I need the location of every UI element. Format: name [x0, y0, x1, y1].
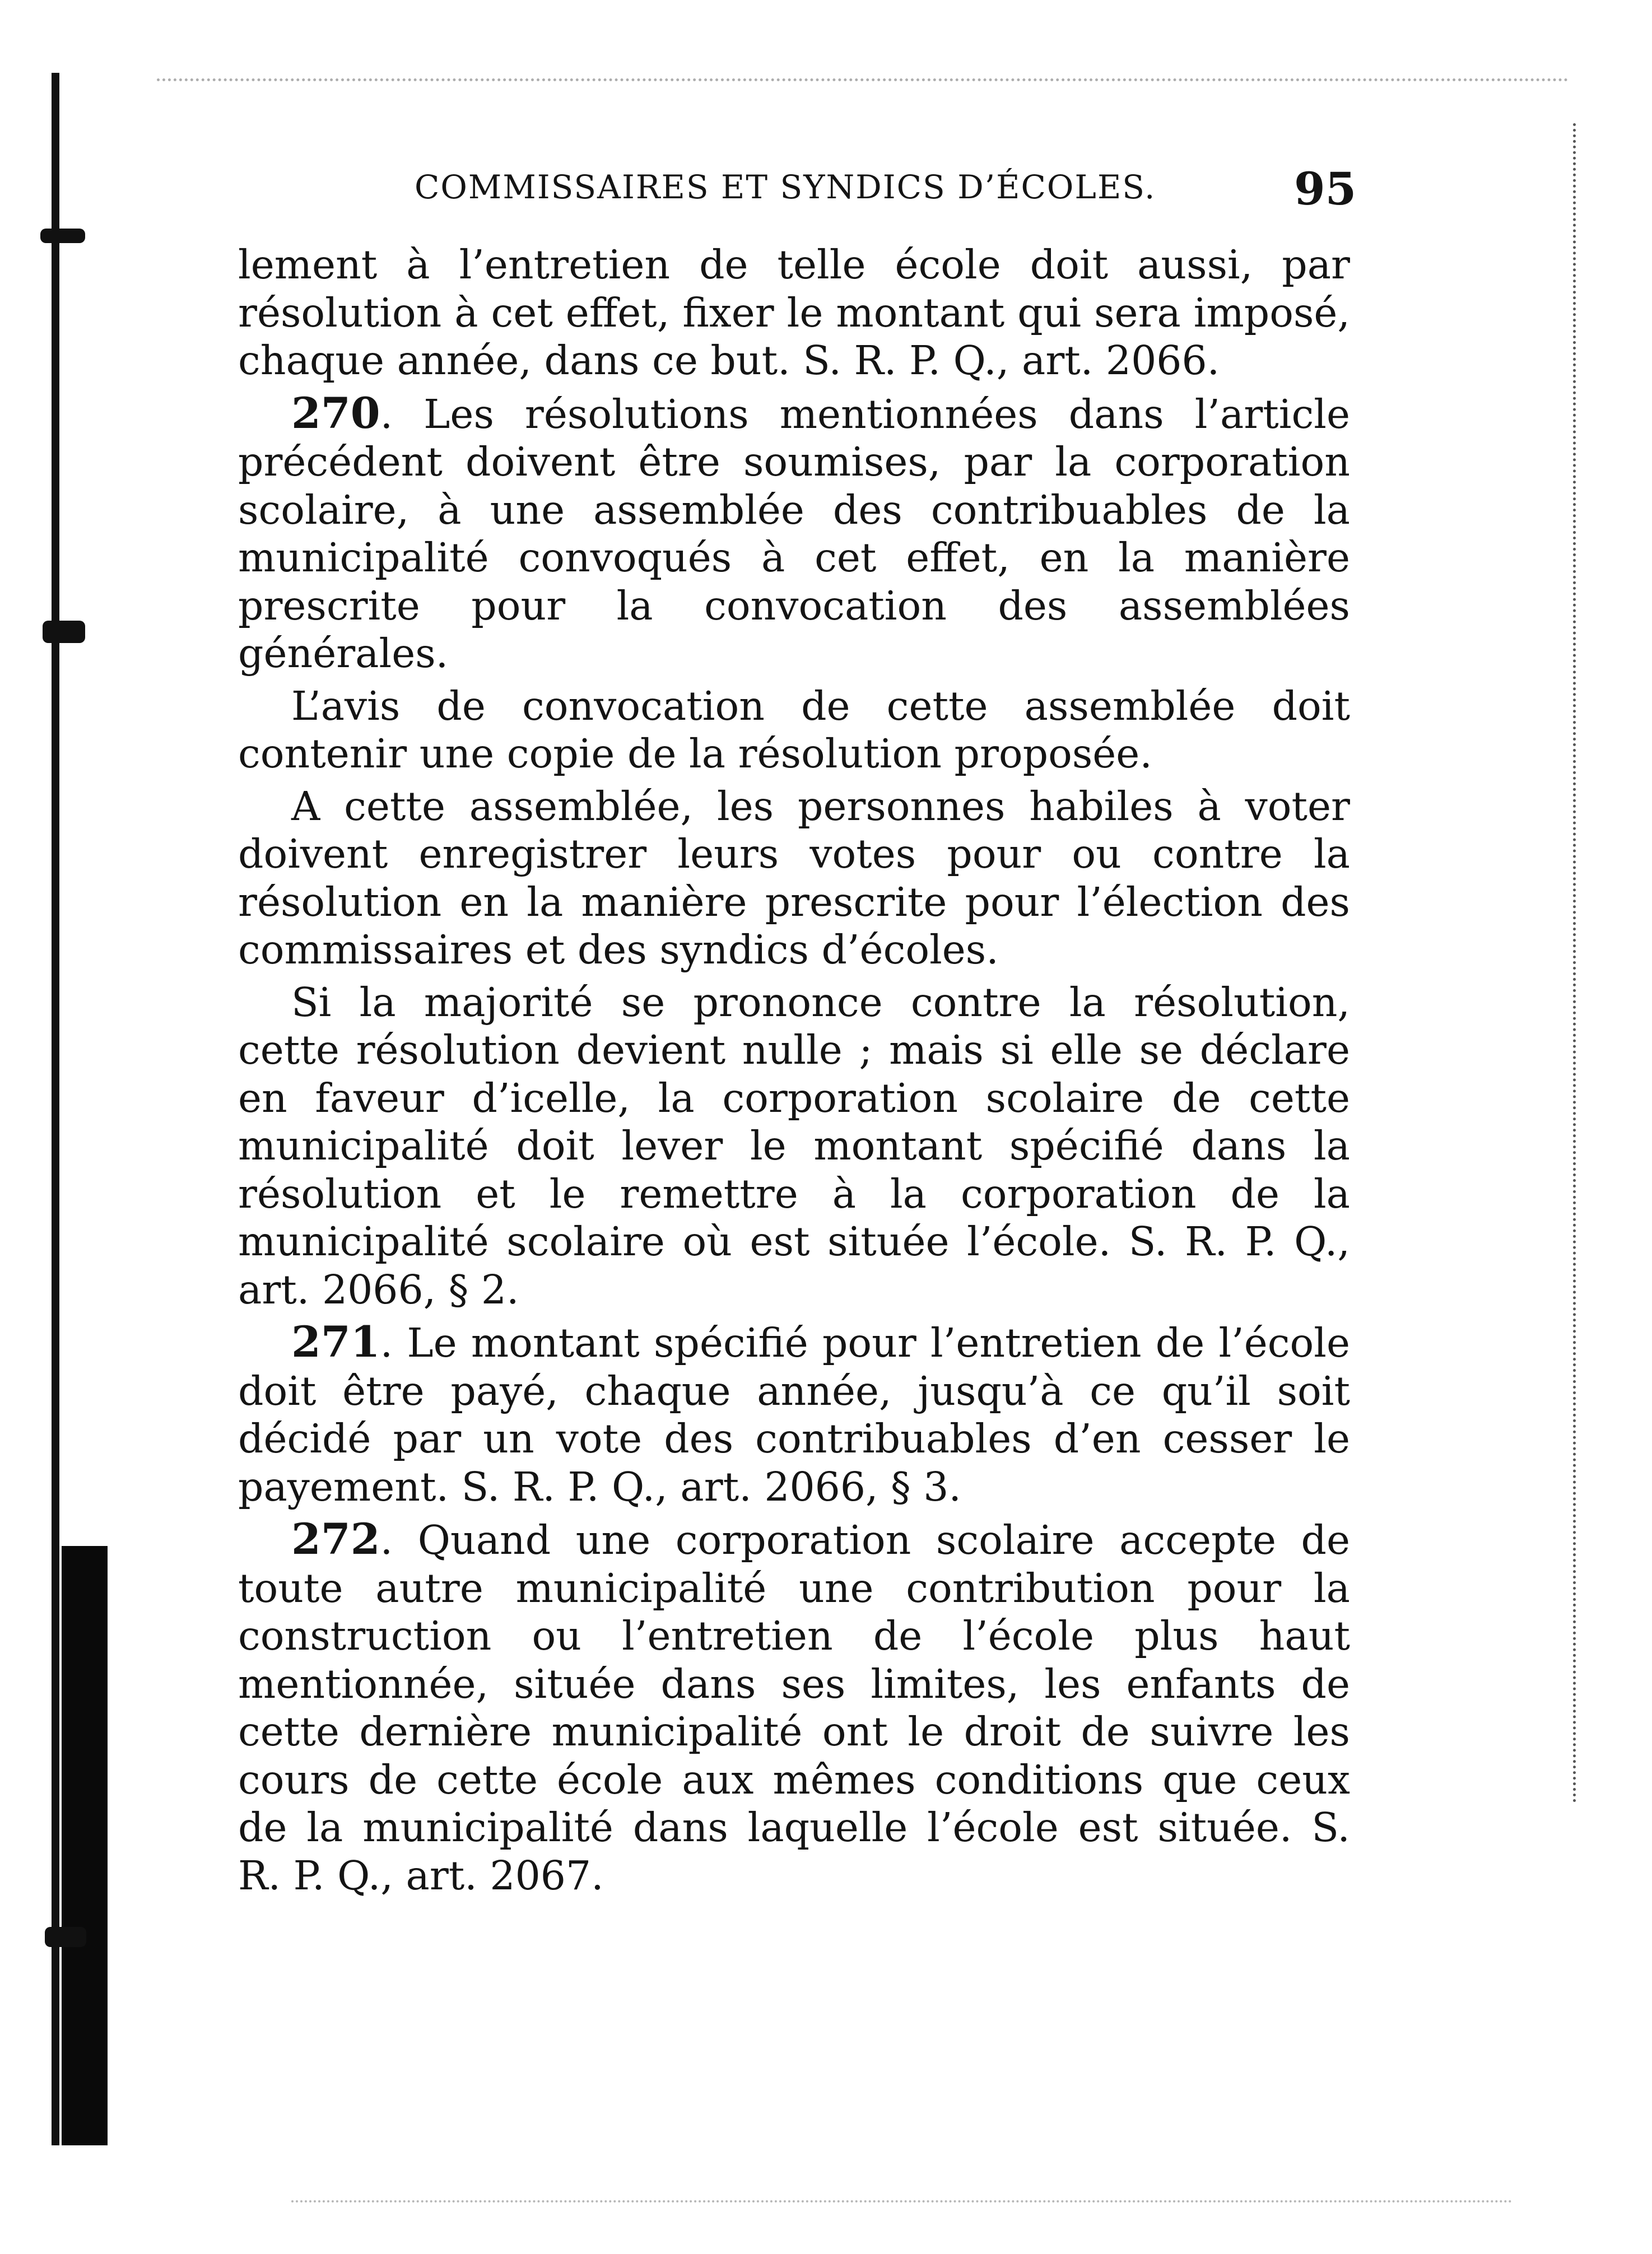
article-paragraph [238, 1318, 1350, 1511]
running-title: COMMISSAIRES ET SYNDICS D’ÉCOLES. [415, 168, 1156, 206]
paragraph-text: lement à l’entretien de telle école doit aussi, par résolution à cet effet, fixer le montant qui sera imposé, chaque année, dans ce but. S. R. P. Q., art. 2066. [238, 241, 1350, 384]
binding-edge [52, 73, 59, 2145]
page-number: 95 [1294, 162, 1357, 215]
paragraph-text: . Quand une corporation scolaire accepte de toute autre municipalité une contribution pour la construction ou l’entretien de l’école plus haut mentionnée, située dans ses limites, les enfants de cette dernière municipalité ont le droit de suivre les cours de cette école aux mêmes conditions que ceux de la municipalité dans laquelle l’école est située. S. R. P. Q., art. 2067. [238, 1517, 1350, 1899]
scan-noise-top [157, 78, 1569, 81]
paragraph-text: L’avis de convocation de cette assemblée doit contenir une copie de la résolution proposée. [238, 682, 1350, 777]
paragraph-text: Si la majorité se prononce contre la résolution, cette résolution devient nulle ; mais si elle se déclare en faveur d’icelle, la corporation scolaire de cette municipalité doit lever le montant spécifié dans la résolution et le remettre à la corporation de la municipalité scolaire où est située l’école. S. R. P. Q., art. 2066, § 2. [238, 979, 1350, 1313]
paragraph [238, 979, 1350, 1314]
article-number: 272 [291, 1514, 380, 1564]
scan-noise-bottom [291, 2200, 1513, 2202]
binding-mark [45, 1927, 86, 1947]
paragraph-text: . Les résolutions mentionnées dans l’article précédent doivent être soumises, par la corporation scolaire, à une assemblée des contribuables de la municipalité convoqués à cet effet, en la manière prescrite pour la convocation des assemblées générales. [238, 390, 1350, 677]
paragraph-text: . Le montant spécifié pour l’entretien de l’école doit être payé, chaque année, jusqu’à ce qu’il soit décidé par un vote des contribuables d’en cesser le payement. S. R. P. Q., art. 2066, § 3. [238, 1320, 1350, 1510]
body-text [238, 241, 1350, 1904]
binding-mark [43, 621, 85, 643]
article-number: 270 [291, 388, 380, 438]
binding-shadow [62, 1546, 108, 2145]
article-paragraph [238, 389, 1350, 678]
article-number: 271 [291, 1317, 380, 1367]
binding-mark [40, 229, 85, 243]
paragraph [238, 682, 1350, 778]
paragraph-text: A cette assemblée, les personnes habiles à voter doivent enregistrer leurs votes pour ou contre la résolution en la manière prescrite pour l’élection des commissaires et des syndics d’écoles. [238, 783, 1350, 973]
article-paragraph [238, 1515, 1350, 1899]
scan-edge-right [1573, 123, 1576, 1804]
paragraph [238, 241, 1350, 385]
paragraph [238, 783, 1350, 974]
